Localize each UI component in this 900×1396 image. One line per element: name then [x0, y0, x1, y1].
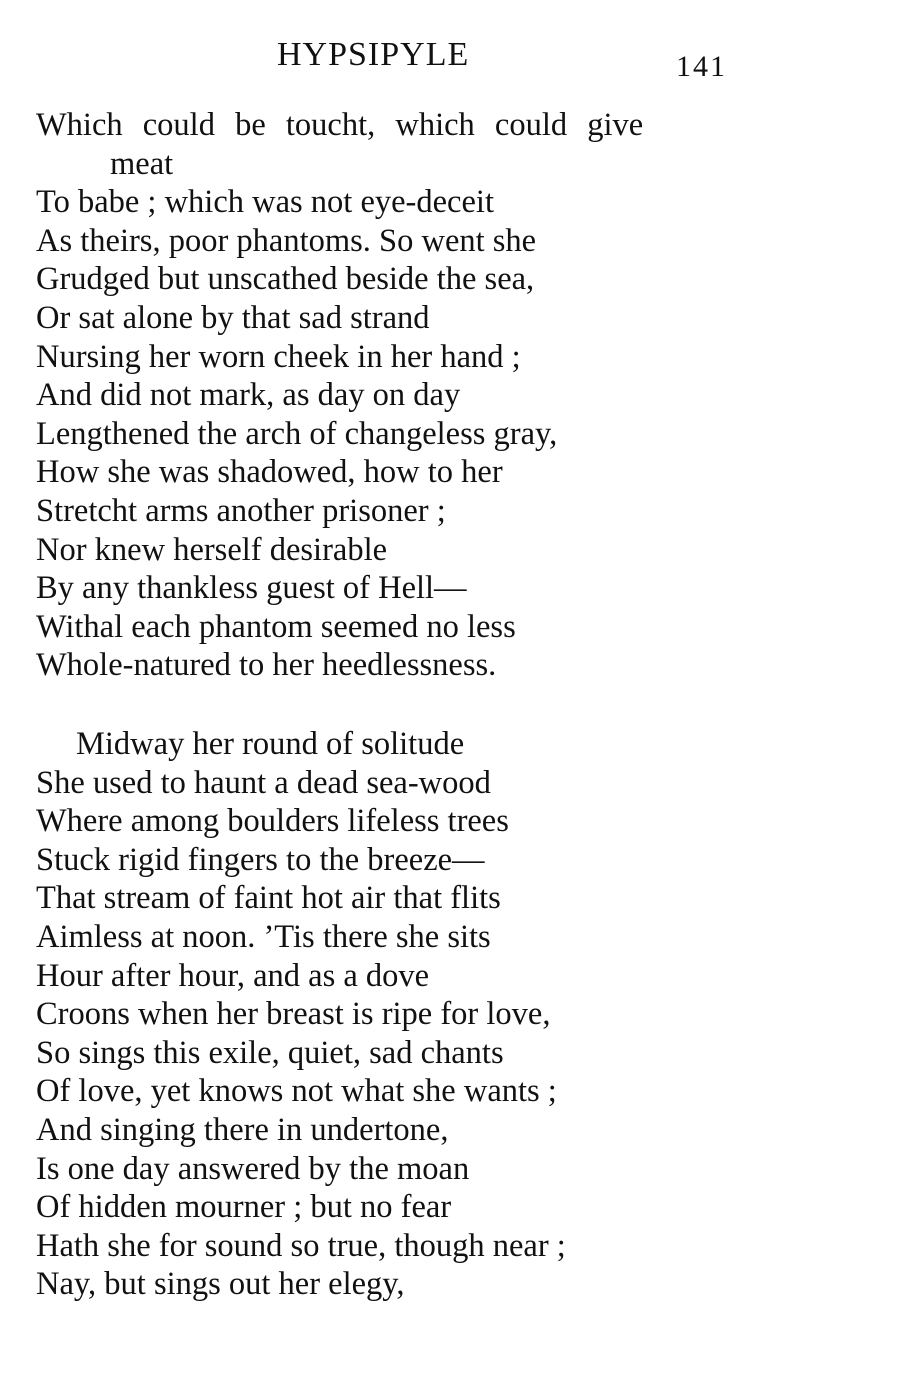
verse-line: By any thankless guest of Hell—	[36, 570, 467, 607]
verse-line: Stuck rigid fingers to the breeze—	[36, 841, 485, 878]
verse-line: And did not mark, as day on day	[36, 377, 461, 414]
stanza-1	[36, 106, 796, 685]
verse-line: Where among boulders lifeless trees	[36, 803, 509, 840]
verse-line: Nay, but sings out her elegy,	[36, 1266, 405, 1303]
verse-line: Hour after hour, and as a dove	[36, 957, 430, 994]
verse-line: Nursing her worn cheek in her hand ;	[36, 338, 521, 375]
verse-line: Whole-natured to her heedlessness.	[36, 647, 497, 684]
page-number: 141	[676, 50, 727, 83]
verse-line: Grudged but unscathed beside the sea,	[36, 261, 535, 298]
verse-line: How she was shadowed, how to her	[36, 454, 503, 491]
verse-line: To babe ; which was not eye-deceit	[36, 184, 494, 221]
verse-line: And singing there in undertone,	[36, 1111, 449, 1148]
verse-line: Croons when her breast is ripe for love,	[36, 996, 551, 1033]
verse-line: Of love, yet knows not what she wants ;	[36, 1073, 557, 1110]
verse-line: She used to haunt a dead sea-wood	[36, 764, 491, 801]
verse-line-indented: Midway her round of solitude	[76, 726, 465, 762]
verse-line: That stream of faint hot air that flits	[36, 880, 501, 917]
verse-line: Withal each phantom seemed no less	[36, 608, 516, 645]
verse-line: Nor knew herself desirable	[36, 531, 388, 568]
verse-line: Stretcht arms another prisoner ;	[36, 492, 446, 529]
verse-line: Is one day answered by the moan	[36, 1150, 470, 1187]
running-title: HYPSIPYLE	[277, 36, 470, 73]
verse-line-turnover: meat	[110, 145, 174, 182]
verse-line: So sings this exile, quiet, sad chants	[36, 1034, 504, 1071]
verse-line: Which could be toucht, which could give	[36, 107, 644, 143]
stanza-2	[36, 725, 796, 1304]
verse-line: Hath she for sound so true, though near ;	[36, 1227, 566, 1264]
verse-line: Aimless at noon. ’Tis there she sits	[36, 918, 491, 955]
verse-line: Of hidden mourner ; but no fear	[36, 1189, 452, 1226]
verse-line: Lengthened the arch of changeless gray,	[36, 415, 558, 452]
verse-line: As theirs, poor phantoms. So went she	[36, 222, 537, 259]
verse-line: Or sat alone by that sad strand	[36, 299, 430, 336]
